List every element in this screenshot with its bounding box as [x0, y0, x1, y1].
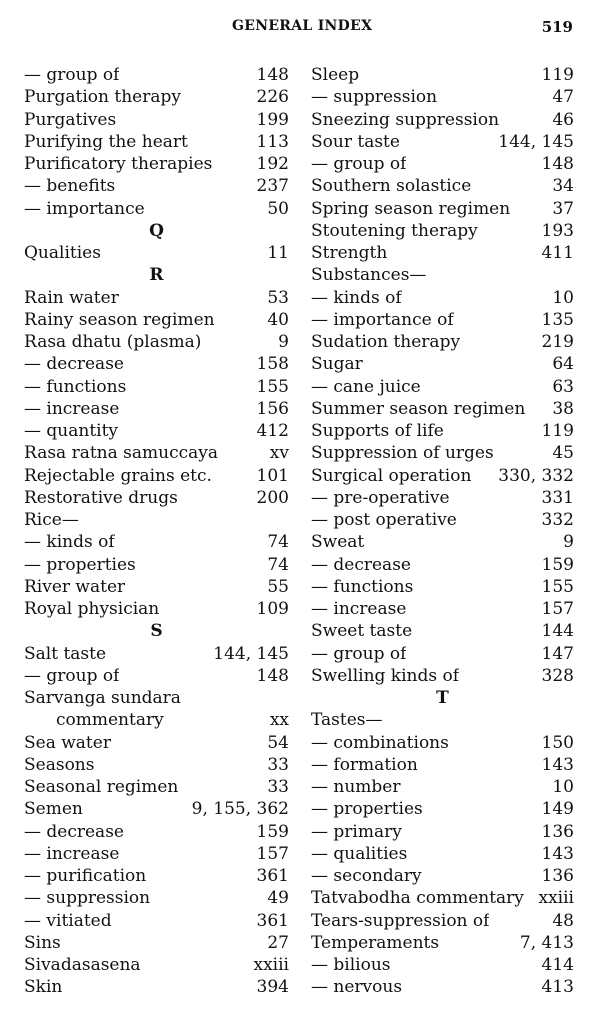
index-entry: [311, 754, 574, 776]
index-entry: [311, 287, 574, 309]
index-entry: [311, 976, 574, 998]
index-entry: [24, 198, 289, 220]
index-term: Sweat: [311, 532, 365, 553]
index-page-refs: 11: [267, 243, 289, 263]
index-term: — decrease: [24, 354, 124, 375]
index-entry: [24, 932, 289, 954]
index-term: Semen: [24, 799, 83, 820]
index-page-refs: xxiii: [253, 955, 289, 975]
index-page-refs: 136: [541, 821, 574, 842]
index-term: — group of: [311, 154, 407, 174]
index-term: Suppression of urges: [311, 443, 494, 464]
index-page-refs: 150: [541, 732, 574, 753]
index-entry: [311, 376, 574, 398]
index-page-refs: 155: [256, 376, 289, 397]
index-entry: [311, 353, 574, 375]
index-term: — post operative: [311, 510, 457, 530]
index-term: Seasons: [24, 754, 95, 775]
index-column-left: [24, 64, 289, 999]
index-term: Sins: [24, 932, 61, 953]
index-entry: [24, 665, 289, 687]
index-page-refs: 159: [256, 821, 289, 842]
index-page-refs: xv: [269, 443, 289, 464]
index-entry: [24, 109, 289, 131]
index-entry: [24, 175, 289, 197]
index-entry: [24, 954, 289, 976]
index-term: — combinations: [311, 732, 449, 753]
index-entry: [24, 487, 289, 509]
index-entry: [311, 264, 574, 286]
index-page-refs: 40: [267, 309, 289, 330]
index-page-refs: 64: [552, 354, 574, 375]
index-term: — group of: [24, 65, 120, 85]
index-entry: [24, 376, 289, 398]
index-term: Sugar: [311, 354, 363, 375]
index-term: River water: [24, 576, 126, 597]
index-entry: [311, 643, 574, 665]
index-entry: [24, 843, 289, 865]
section-letter-heading: [311, 687, 574, 709]
index-page-refs: 147: [541, 643, 574, 664]
index-page-refs: 27: [267, 932, 289, 953]
index-term: — increase: [311, 599, 407, 619]
index-entry: [311, 86, 574, 108]
index-page-refs: 157: [541, 599, 574, 619]
index-term: Temperaments: [311, 932, 440, 953]
index-term: — primary: [311, 821, 402, 842]
index-page-refs: 148: [256, 665, 289, 686]
index-entry: [311, 465, 574, 487]
index-entry: [24, 709, 289, 731]
index-entry: [24, 242, 289, 264]
index-term: — quantity: [24, 421, 119, 441]
index-page-refs: 74: [267, 554, 289, 575]
index-page-refs: 361: [256, 866, 289, 886]
index-term: — functions: [24, 376, 127, 397]
index-term: — bilious: [311, 955, 391, 975]
index-entry: [24, 687, 289, 709]
index-entry: [311, 954, 574, 976]
index-entry: [311, 554, 574, 576]
section-letter: Q: [149, 220, 164, 241]
index-entry: [311, 865, 574, 887]
index-page-refs: 136: [541, 866, 574, 886]
page-number: 519: [541, 18, 573, 36]
index-page-refs: 148: [541, 154, 574, 174]
index-term: — pre-operative: [311, 487, 450, 508]
index-entry: [24, 398, 289, 420]
index-page-refs: 156: [256, 398, 289, 419]
index-page-refs: 45: [552, 443, 574, 464]
index-term: Qualities: [24, 243, 101, 263]
index-page-refs: 135: [541, 309, 574, 330]
section-letter: S: [150, 621, 163, 642]
index-entry: [311, 64, 574, 86]
index-page-refs: 330, 332: [498, 465, 574, 486]
index-entry: [311, 598, 574, 620]
index-page-refs: 9: [563, 532, 574, 553]
index-page-refs: 193: [541, 220, 574, 241]
index-page-refs: 144, 145: [213, 643, 289, 664]
index-page-refs: 414: [541, 955, 574, 975]
index-entry: [311, 175, 574, 197]
index-entry: [311, 576, 574, 598]
index-page-refs: 74: [267, 532, 289, 553]
index-term: Sour taste: [311, 131, 400, 152]
index-entry: [24, 776, 289, 798]
index-term: Skin: [24, 977, 63, 998]
index-term: Rasa ratna samuccaya: [24, 443, 219, 464]
index-entry: [24, 353, 289, 375]
index-entry: [24, 754, 289, 776]
index-page-refs: 119: [541, 65, 574, 85]
index-entry: [311, 398, 574, 420]
index-entry: [24, 442, 289, 464]
index-term: Rasa dhatu (plasma): [24, 332, 202, 352]
index-entry: [24, 64, 289, 86]
section-letter-heading: [24, 620, 289, 642]
index-term: Spring season regimen: [311, 198, 511, 219]
index-page-refs: 109: [256, 599, 289, 619]
index-term: — qualities: [311, 843, 408, 864]
section-letter-heading: [24, 220, 289, 242]
index-page-refs: 50: [267, 198, 289, 219]
index-term: — nervous: [311, 977, 403, 998]
section-letter: R: [149, 265, 164, 286]
index-entry: [311, 531, 574, 553]
index-term: Rejectable grains etc.: [24, 465, 212, 486]
index-term: Purgatives: [24, 109, 117, 130]
running-title: GENERAL INDEX: [232, 18, 373, 34]
index-entry: [311, 198, 574, 220]
section-letter-heading: [24, 264, 289, 286]
index-term: Purgation therapy: [24, 87, 181, 108]
index-term: Restorative drugs: [24, 487, 178, 508]
index-entry: [24, 798, 289, 820]
index-entry: [24, 865, 289, 887]
index-entry: [24, 287, 289, 309]
index-page-refs: 10: [552, 777, 574, 797]
index-entry: [311, 887, 574, 909]
index-entry: [311, 910, 574, 932]
index-page-refs: 63: [552, 376, 574, 397]
index-entry: [24, 531, 289, 553]
index-entry: [311, 220, 574, 242]
index-page-refs: 143: [541, 843, 574, 864]
index-term: Swelling kinds of: [311, 665, 460, 686]
index-term: Stoutening therapy: [311, 220, 478, 241]
index-page-refs: 328: [541, 665, 574, 686]
index-term: Sivadasasena: [24, 955, 141, 975]
index-entry: [24, 910, 289, 932]
index-entry: [311, 109, 574, 131]
index-term: Southern solastice: [311, 176, 472, 197]
index-entry: [24, 86, 289, 108]
index-term: — kinds of: [24, 532, 115, 553]
index-page-refs: 157: [256, 843, 289, 864]
index-term: Seasonal regimen: [24, 777, 179, 797]
index-page-refs: 332: [541, 510, 574, 530]
index-term: Purifying the heart: [24, 131, 188, 152]
index-term: — importance of: [311, 309, 454, 330]
index-entry: [311, 932, 574, 954]
index-term: — secondary: [311, 866, 422, 886]
index-entry: [311, 843, 574, 865]
index-page-refs: 199: [256, 109, 289, 130]
index-entry: [311, 242, 574, 264]
index-page-refs: 101: [256, 465, 289, 486]
index-entry: [311, 732, 574, 754]
index-page-refs: 7, 413: [519, 932, 574, 953]
index-page-refs: 54: [267, 732, 289, 753]
index-term: Rainy season regimen: [24, 309, 215, 330]
index-term: Sarvanga sundara: [24, 688, 181, 708]
index-page-refs: 411: [541, 243, 574, 263]
index-page-refs: 46: [552, 109, 574, 130]
index-entry: [311, 776, 574, 798]
index-term: Strength: [311, 243, 388, 263]
index-entry: [311, 309, 574, 331]
index-page-refs: xx: [269, 710, 289, 731]
index-term: Salt taste: [24, 643, 107, 664]
index-page-refs: 394: [256, 977, 289, 998]
index-column-right: [311, 64, 574, 999]
index-page-refs: 412: [256, 421, 289, 441]
index-page-refs: 37: [552, 198, 574, 219]
index-page-refs: 34: [552, 176, 574, 197]
index-term: — vitiated: [24, 910, 112, 931]
index-page-refs: 143: [541, 754, 574, 775]
index-entry: [311, 821, 574, 843]
index-page-refs: 9: [278, 332, 289, 352]
index-term: Summer season regimen: [311, 398, 526, 419]
index-term: Tatvabodha commentary: [311, 888, 524, 909]
page-header: [0, 18, 600, 42]
index-term: commentary: [56, 710, 164, 731]
index-term: — group of: [24, 665, 120, 686]
index-entry: [24, 598, 289, 620]
index-term: Surgical operation: [311, 465, 472, 486]
index-page-refs: 155: [541, 576, 574, 597]
index-page-refs: 119: [541, 421, 574, 441]
index-term: — number: [311, 777, 401, 797]
index-term: — decrease: [24, 821, 124, 842]
index-page-refs: 113: [256, 131, 289, 152]
index-term: Tastes—: [311, 710, 383, 731]
index-page-refs: 237: [256, 176, 289, 197]
index-entry: [311, 620, 574, 642]
index-entry: [24, 509, 289, 531]
index-page-refs: 47: [552, 87, 574, 108]
index-term: Royal physician: [24, 599, 160, 619]
index-term: — formation: [311, 754, 418, 775]
index-entry: [24, 309, 289, 331]
index-entry: [311, 798, 574, 820]
index-page-refs: 219: [541, 332, 574, 352]
index-term: — benefits: [24, 176, 116, 197]
index-term: — functions: [311, 576, 414, 597]
index-term: Sneezing suppression: [311, 109, 500, 130]
index-page-refs: 159: [541, 554, 574, 575]
index-page-refs: 226: [256, 87, 289, 108]
index-term: — suppression: [24, 888, 151, 909]
index-page-refs: 148: [256, 65, 289, 85]
index-entry: [311, 442, 574, 464]
index-entry: [24, 643, 289, 665]
index-term: Supports of life: [311, 421, 444, 441]
index-page-refs: 144: [541, 621, 574, 642]
index-term: — decrease: [311, 554, 411, 575]
index-term: — properties: [311, 799, 423, 820]
index-entry: [24, 465, 289, 487]
index-page-refs: 49: [267, 888, 289, 909]
index-term: Sea water: [24, 732, 111, 753]
index-page-refs: xxiii: [538, 888, 574, 909]
index-term: Tears-suppression of: [311, 910, 490, 931]
index-entry: [24, 131, 289, 153]
index-entry: [311, 487, 574, 509]
index-page-refs: 53: [267, 287, 289, 308]
index-term: Sleep: [311, 65, 360, 85]
index-page-refs: 38: [552, 398, 574, 419]
index-page-refs: 33: [267, 777, 289, 797]
index-entry: [24, 976, 289, 998]
section-letter: T: [436, 688, 449, 708]
index-page-refs: 9, 155, 362: [191, 799, 289, 820]
index-page-refs: 149: [541, 799, 574, 820]
index-term: — kinds of: [311, 287, 402, 308]
index-page-refs: 33: [267, 754, 289, 775]
index-entry: [311, 665, 574, 687]
index-page-refs: 48: [552, 910, 574, 931]
index-entry: [24, 887, 289, 909]
index-page-refs: 331: [541, 487, 574, 508]
index-page-refs: 144, 145: [498, 131, 574, 152]
index-term: — increase: [24, 398, 120, 419]
index-term: Substances—: [311, 265, 427, 286]
index-page-refs: 361: [256, 910, 289, 931]
index-term: Sudation therapy: [311, 332, 461, 352]
index-page-refs: 192: [256, 154, 289, 174]
index-entry: [24, 576, 289, 598]
index-term: — increase: [24, 843, 120, 864]
index-entry: [311, 131, 574, 153]
index-term: Sweet taste: [311, 621, 413, 642]
index-entry: [311, 509, 574, 531]
index-page-refs: 158: [256, 354, 289, 375]
index-term: — purification: [24, 866, 147, 886]
index-page-refs: 200: [256, 487, 289, 508]
index-entry: [311, 420, 574, 442]
index-term: — cane juice: [311, 376, 421, 397]
index-entry: [24, 732, 289, 754]
index-entry: [311, 331, 574, 353]
index-page-refs: 55: [267, 576, 289, 597]
index-term: Rain water: [24, 287, 119, 308]
index-entry: [24, 331, 289, 353]
index-term: Rice—: [24, 510, 79, 530]
index-term: — properties: [24, 554, 136, 575]
index-entry: [24, 420, 289, 442]
index-page-refs: 10: [552, 287, 574, 308]
index-entry: [24, 153, 289, 175]
index-entry: [24, 554, 289, 576]
index-term: — importance: [24, 198, 145, 219]
index-entry: [311, 153, 574, 175]
index-term: Purificatory therapies: [24, 154, 213, 174]
index-entry: [311, 709, 574, 731]
index-entry: [24, 821, 289, 843]
index-page-refs: 413: [541, 977, 574, 998]
index-term: — suppression: [311, 87, 438, 108]
index-term: — group of: [311, 643, 407, 664]
